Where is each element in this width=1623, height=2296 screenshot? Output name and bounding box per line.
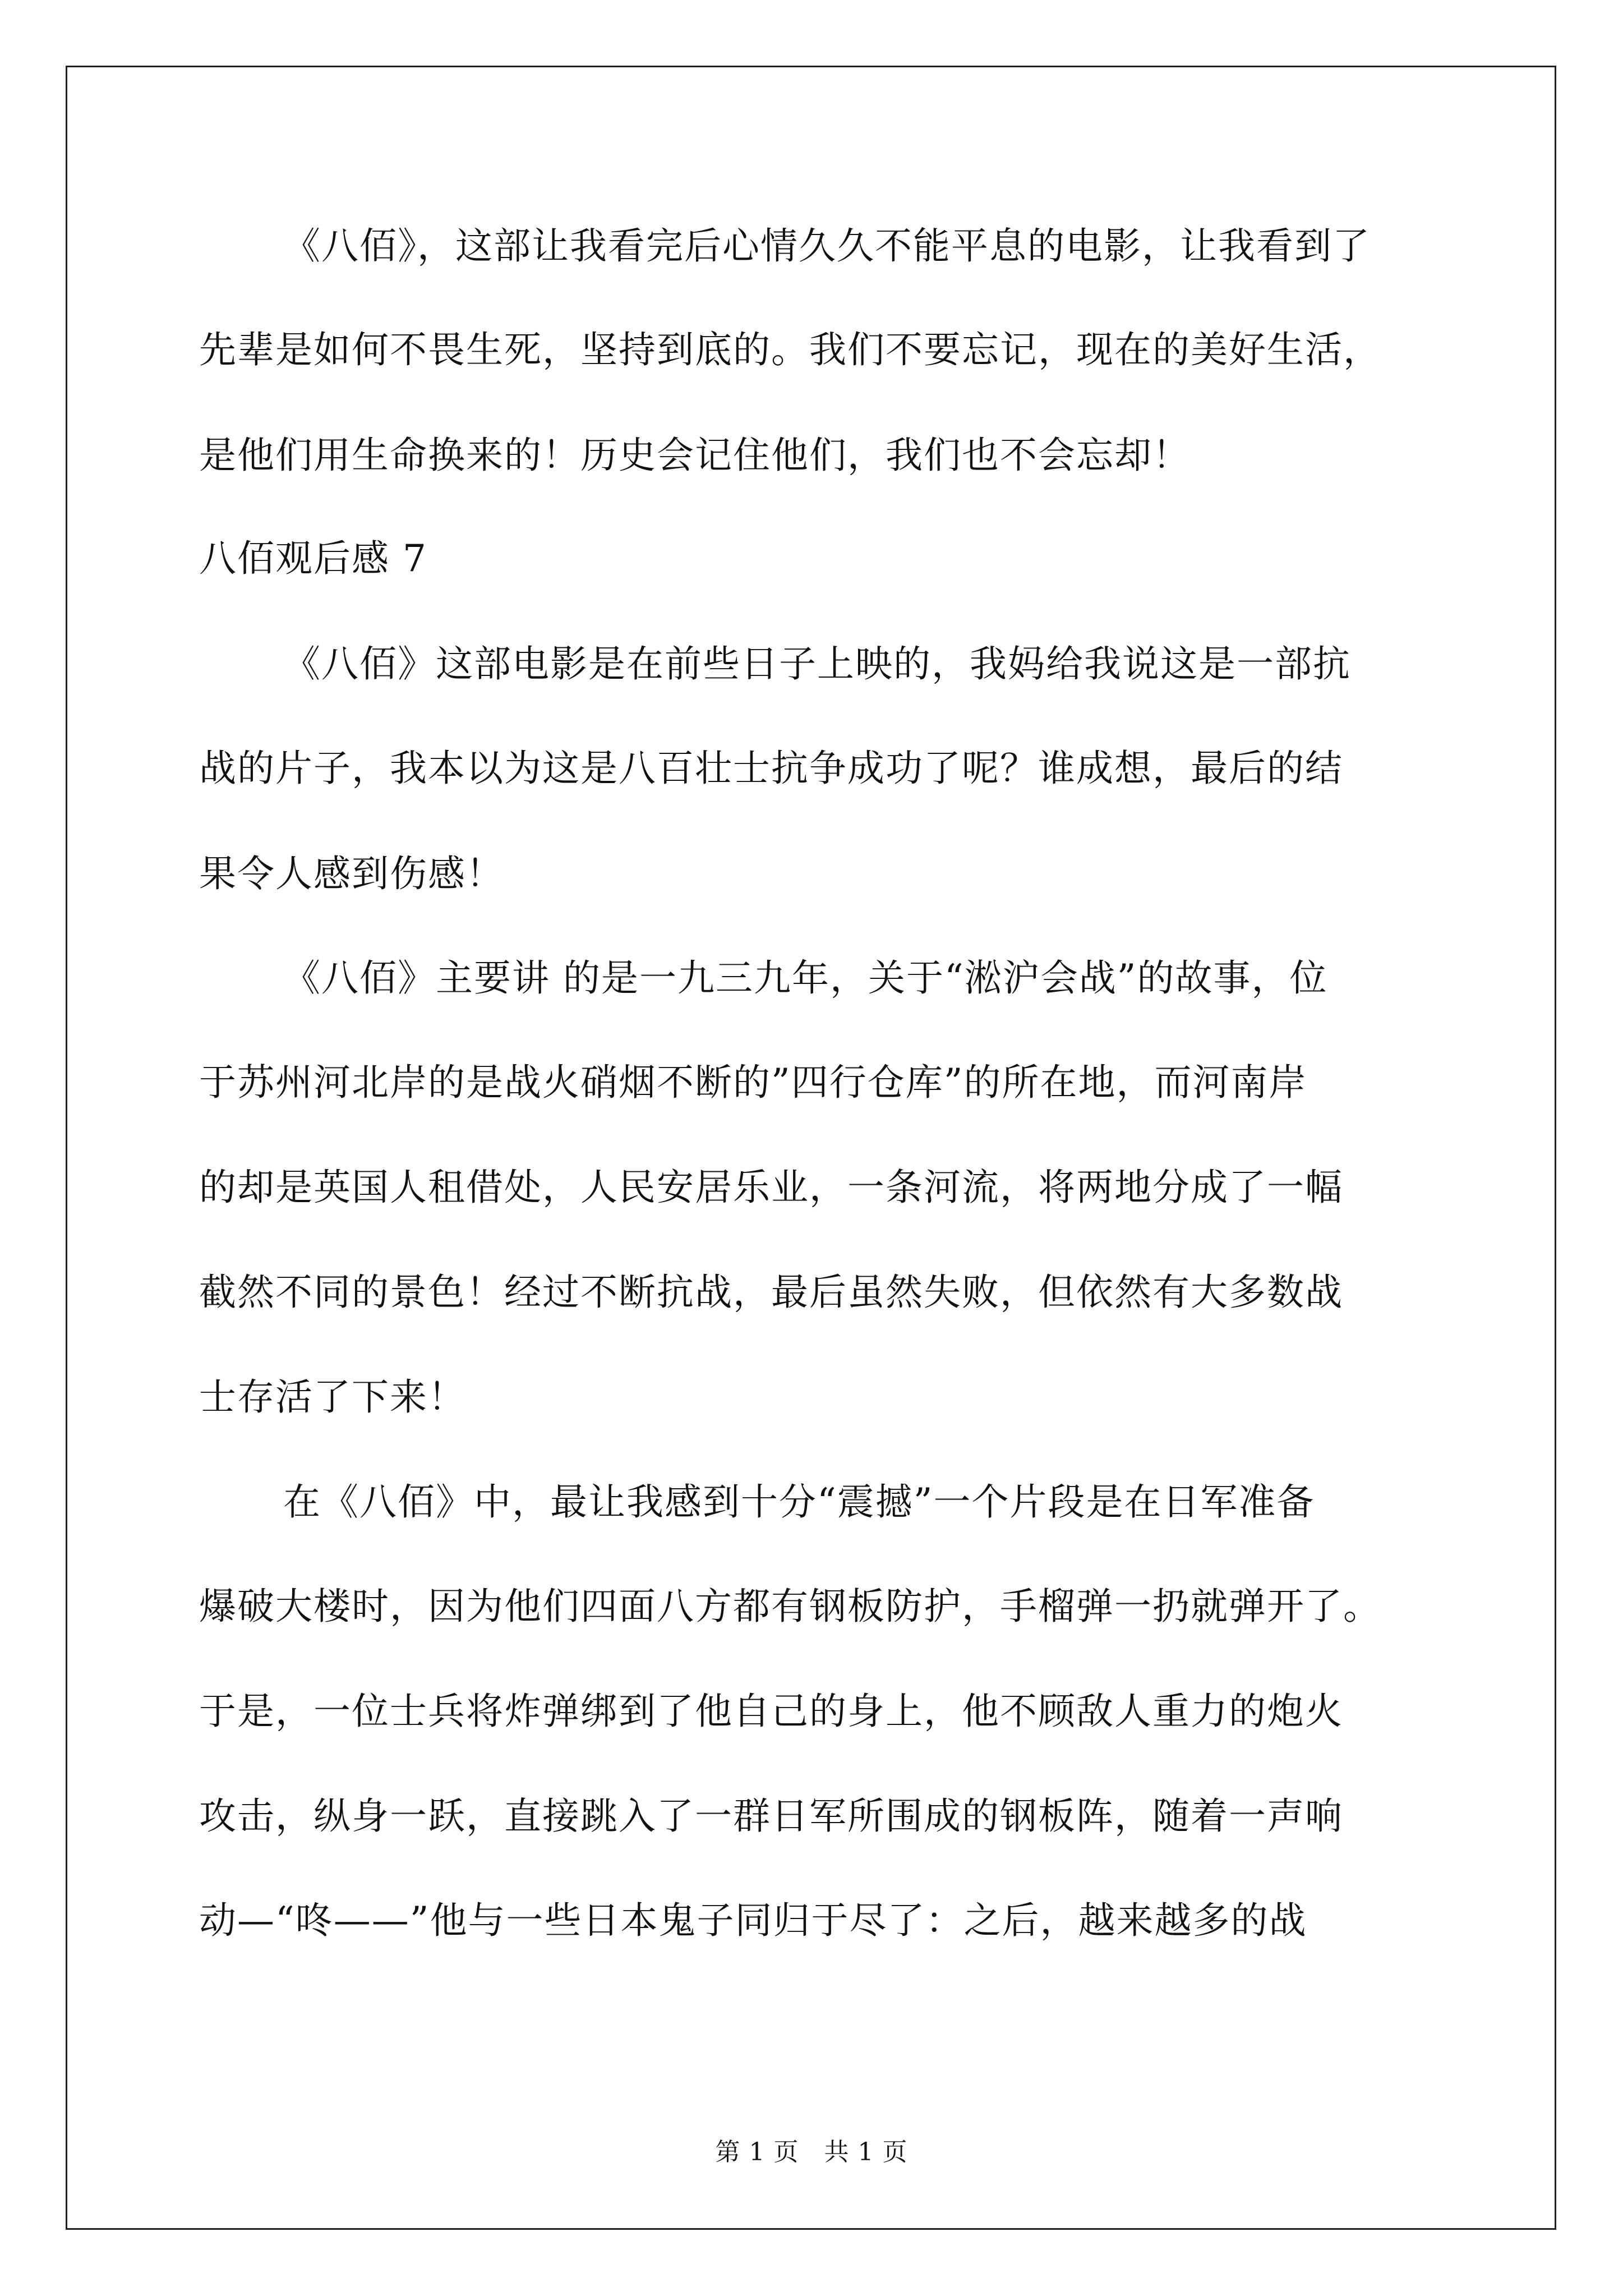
text-line: 截然不同的景色！经过不断抗战，最后虽然失败，但依然有大多数战 xyxy=(199,1271,1343,1314)
text-line: 《八佰》主要讲 的是一九三九年，关于“淞沪会战”的故事，位 xyxy=(283,956,1328,1000)
text-line: 《八佰》这部电影是在前些日子上映的，我妈给我说这是一部抗 xyxy=(283,642,1351,685)
text-line: 战的片子，我本以为这是八百壮士抗争成功了呢？谁成想，最后的结 xyxy=(199,747,1343,790)
text-line: 于苏州河北岸的是战火硝烟不断的”四行仓库”的所在地，而河南岸 xyxy=(199,1061,1307,1104)
text-line: 爆破大楼时，因为他们四面八方都有钢板防护，手榴弹一扔就弹开了。 xyxy=(199,1585,1381,1628)
section-heading: 八佰观后感 7 xyxy=(199,537,427,580)
text-line: 在《八佰》中，最让我感到十分“震撼”一个片段是在日军准备 xyxy=(283,1480,1315,1524)
text-line: 是他们用生命换来的！历史会记住他们，我们也不会忘却！ xyxy=(199,434,1191,477)
text-line: 动—“咚——”他与一些日本鬼子同归于尽了：之后，越来越多的战 xyxy=(199,1899,1307,1942)
text-line: 于是，一位士兵将炸弹绑到了他自己的身上，他不顾敌人重力的炮火 xyxy=(199,1690,1343,1733)
text-line: 攻击，纵身一跃，直接跳入了一群日军所围成的钢板阵，随着一声响 xyxy=(199,1795,1343,1838)
text-line: 士存活了下来！ xyxy=(199,1375,466,1419)
text-line: 的却是英国人租借处，人民安居乐业，一条河流，将两地分成了一幅 xyxy=(199,1166,1343,1209)
text-line: 《八佰》，这部让我看完后心情久久不能平息的电影，让我看到了 xyxy=(283,224,1371,268)
page-number: 第 1 页 共 1 页 xyxy=(715,2138,908,2166)
text-line: 先辈是如何不畏生死，坚持到底的。我们不要忘记，现在的美好生活， xyxy=(199,328,1381,371)
text-line: 果令人感到伤感！ xyxy=(199,852,504,895)
